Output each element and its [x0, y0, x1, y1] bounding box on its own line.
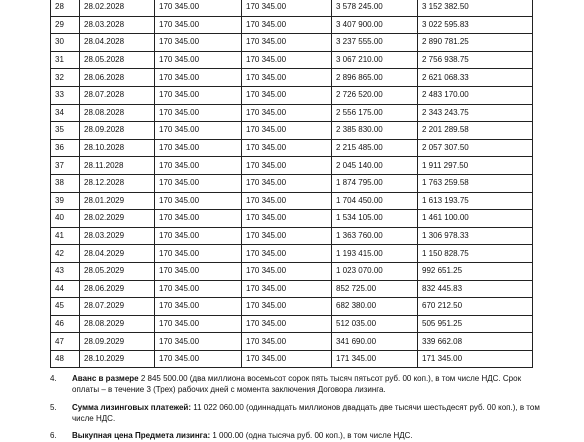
payment-amount-vat-cell: 170 345.00	[242, 104, 332, 122]
payment-number-cell: 38	[51, 174, 80, 192]
payment-amount-cell: 170 345.00	[155, 245, 242, 263]
note-body: 1 000.00 (одна тысяча руб. 00 коп.), в том числе НДС.	[210, 431, 413, 440]
payment-date-cell: 28.06.2029	[80, 280, 155, 298]
table-row	[51, 192, 533, 210]
note-heading: Выкупная цена Предмета лизинга:	[72, 431, 211, 440]
remaining-balance-cell: 3 067 210.00	[332, 51, 418, 69]
payment-date-cell: 28.12.2028	[80, 174, 155, 192]
remaining-balance-cell: 852 725.00	[332, 280, 418, 298]
payment-date-cell: 28.07.2028	[80, 86, 155, 104]
remaining-balance-cell: 1 023 070.00	[332, 262, 418, 280]
payment-amount-vat-cell: 170 345.00	[242, 51, 332, 69]
buyout-value-cell: 1 763 259.58	[418, 174, 533, 192]
payment-number-cell: 35	[51, 122, 80, 140]
table-row	[51, 174, 533, 192]
payment-date-cell: 28.11.2028	[80, 157, 155, 175]
payment-date-cell: 28.01.2029	[80, 192, 155, 210]
buyout-value-cell: 2 756 938.75	[418, 51, 533, 69]
payment-amount-cell: 170 345.00	[155, 280, 242, 298]
payment-amount-cell: 170 345.00	[155, 16, 242, 34]
buyout-value-cell: 670 212.50	[418, 298, 533, 316]
payment-amount-cell: 170 345.00	[155, 227, 242, 245]
payment-amount-cell: 170 345.00	[155, 315, 242, 333]
payment-number-cell: 42	[51, 245, 80, 263]
payment-number-cell: 44	[51, 280, 80, 298]
payment-number-cell: 43	[51, 262, 80, 280]
payment-schedule-body	[51, 0, 533, 368]
payment-amount-vat-cell: 170 345.00	[242, 280, 332, 298]
table-row	[51, 139, 533, 157]
payment-amount-vat-cell: 170 345.00	[242, 227, 332, 245]
payment-date-cell: 28.07.2029	[80, 298, 155, 316]
payment-date-cell: 28.04.2029	[80, 245, 155, 263]
remaining-balance-cell: 1 874 795.00	[332, 174, 418, 192]
remaining-balance-cell: 1 534 105.00	[332, 210, 418, 228]
table-row	[51, 210, 533, 228]
buyout-value-cell: 3 022 595.83	[418, 16, 533, 34]
payment-amount-cell: 170 345.00	[155, 69, 242, 87]
payment-number-cell: 36	[51, 139, 80, 157]
remaining-balance-cell: 2 556 175.00	[332, 104, 418, 122]
note-number: 4.	[50, 374, 57, 383]
buyout-value-cell: 1 306 978.33	[418, 227, 533, 245]
payment-amount-cell: 170 345.00	[155, 34, 242, 52]
payment-amount-cell: 170 345.00	[155, 122, 242, 140]
payment-date-cell: 28.09.2028	[80, 122, 155, 140]
payment-schedule-table	[50, 0, 533, 368]
table-row	[51, 157, 533, 175]
payment-date-cell: 28.04.2028	[80, 34, 155, 52]
note-heading: Аванс в размере	[72, 374, 139, 383]
payment-amount-cell: 170 345.00	[155, 104, 242, 122]
remaining-balance-cell: 2 385 830.00	[332, 122, 418, 140]
buyout-value-cell: 832 445.83	[418, 280, 533, 298]
payment-date-cell: 28.05.2028	[80, 51, 155, 69]
payment-date-cell: 28.02.2029	[80, 210, 155, 228]
payment-number-cell: 29	[51, 16, 80, 34]
payment-date-cell: 28.08.2029	[80, 315, 155, 333]
payment-amount-vat-cell: 170 345.00	[242, 192, 332, 210]
remaining-balance-cell: 341 690.00	[332, 333, 418, 351]
table-row	[51, 104, 533, 122]
table-row	[51, 262, 533, 280]
buyout-value-cell: 2 890 781.25	[418, 34, 533, 52]
table-row	[51, 315, 533, 333]
payment-amount-cell: 170 345.00	[155, 210, 242, 228]
buyout-value-cell: 1 911 297.50	[418, 157, 533, 175]
payment-amount-vat-cell: 170 345.00	[242, 245, 332, 263]
remaining-balance-cell: 2 045 140.00	[332, 157, 418, 175]
remaining-balance-cell: 2 896 865.00	[332, 69, 418, 87]
payment-number-cell: 40	[51, 210, 80, 228]
note-number: 5.	[50, 403, 57, 412]
payment-amount-vat-cell: 170 345.00	[242, 86, 332, 104]
note-number: 6.	[50, 431, 57, 440]
buyout-value-cell: 1 613 193.75	[418, 192, 533, 210]
payment-number-cell: 33	[51, 86, 80, 104]
note-text	[72, 431, 542, 442]
note-heading: Сумма лизинговых платежей:	[72, 403, 192, 412]
buyout-value-cell: 2 621 068.33	[418, 69, 533, 87]
remaining-balance-cell: 1 193 415.00	[332, 245, 418, 263]
payment-amount-vat-cell: 170 345.00	[242, 174, 332, 192]
table-row	[51, 122, 533, 140]
table-row	[51, 0, 533, 16]
table-row	[51, 280, 533, 298]
remaining-balance-cell: 682 380.00	[332, 298, 418, 316]
payment-date-cell: 28.10.2028	[80, 139, 155, 157]
remaining-balance-cell: 2 726 520.00	[332, 86, 418, 104]
note-text	[72, 403, 542, 424]
payment-amount-vat-cell: 170 345.00	[242, 210, 332, 228]
payment-amount-vat-cell: 170 345.00	[242, 34, 332, 52]
payment-amount-vat-cell: 170 345.00	[242, 315, 332, 333]
payment-amount-vat-cell: 170 345.00	[242, 262, 332, 280]
table-row	[51, 298, 533, 316]
buyout-value-cell: 1 461 100.00	[418, 210, 533, 228]
payment-amount-vat-cell: 170 345.00	[242, 350, 332, 368]
payment-amount-cell: 170 345.00	[155, 0, 242, 16]
payment-number-cell: 47	[51, 333, 80, 351]
table-row	[51, 227, 533, 245]
payment-amount-cell: 170 345.00	[155, 174, 242, 192]
remaining-balance-cell: 1 363 760.00	[332, 227, 418, 245]
remaining-balance-cell: 2 215 485.00	[332, 139, 418, 157]
payment-number-cell: 31	[51, 51, 80, 69]
remaining-balance-cell: 3 578 245.00	[332, 0, 418, 16]
buyout-value-cell: 2 483 170.00	[418, 86, 533, 104]
payment-amount-vat-cell: 170 345.00	[242, 298, 332, 316]
payment-number-cell: 46	[51, 315, 80, 333]
buyout-value-cell: 505 951.25	[418, 315, 533, 333]
buyout-value-cell: 992 651.25	[418, 262, 533, 280]
buyout-value-cell: 171 345.00	[418, 350, 533, 368]
payment-amount-vat-cell: 170 345.00	[242, 157, 332, 175]
remaining-balance-cell: 3 407 900.00	[332, 16, 418, 34]
remaining-balance-cell: 171 345.00	[332, 350, 418, 368]
buyout-value-cell: 3 152 382.50	[418, 0, 533, 16]
payment-amount-cell: 170 345.00	[155, 262, 242, 280]
payment-date-cell: 28.08.2028	[80, 104, 155, 122]
payment-number-cell: 48	[51, 350, 80, 368]
payment-amount-cell: 170 345.00	[155, 51, 242, 69]
buyout-value-cell: 2 201 289.58	[418, 122, 533, 140]
table-row	[51, 51, 533, 69]
payment-amount-cell: 170 345.00	[155, 333, 242, 351]
payment-amount-vat-cell: 170 345.00	[242, 333, 332, 351]
payment-amount-cell: 170 345.00	[155, 350, 242, 368]
payment-date-cell: 28.09.2029	[80, 333, 155, 351]
payment-amount-vat-cell: 170 345.00	[242, 16, 332, 34]
table-row	[51, 333, 533, 351]
payment-date-cell: 28.05.2029	[80, 262, 155, 280]
buyout-value-cell: 2 343 243.75	[418, 104, 533, 122]
payment-number-cell: 30	[51, 34, 80, 52]
table-row	[51, 245, 533, 263]
payment-date-cell: 28.03.2029	[80, 227, 155, 245]
payment-date-cell: 28.10.2029	[80, 350, 155, 368]
payment-number-cell: 39	[51, 192, 80, 210]
payment-number-cell: 45	[51, 298, 80, 316]
buyout-value-cell: 2 057 307.50	[418, 139, 533, 157]
payment-number-cell: 34	[51, 104, 80, 122]
buyout-value-cell: 1 150 828.75	[418, 245, 533, 263]
payment-number-cell: 41	[51, 227, 80, 245]
table-row	[51, 86, 533, 104]
payment-number-cell: 37	[51, 157, 80, 175]
buyout-value-cell: 339 662.08	[418, 333, 533, 351]
payment-number-cell: 28	[51, 0, 80, 16]
note-text	[72, 374, 542, 395]
payment-amount-cell: 170 345.00	[155, 298, 242, 316]
note-body: 2 845 500.00 (два миллиона восемьсот сорок пять тысяч пятьсот руб. 00 коп.), в том числе НДС. Срок оплаты – в течение 3 (Трех) рабочих дней с момента заключения Договора лизинга.	[72, 374, 522, 394]
payment-amount-cell: 170 345.00	[155, 86, 242, 104]
table-row	[51, 69, 533, 87]
payment-amount-vat-cell: 170 345.00	[242, 69, 332, 87]
payment-amount-vat-cell: 170 345.00	[242, 0, 332, 16]
payment-amount-cell: 170 345.00	[155, 157, 242, 175]
note-body: 11 022 060.00 (одиннадцать миллионов двадцать две тысячи шестьдесят руб. 00 коп.), в том числе НДС.	[72, 403, 540, 423]
table-row	[51, 34, 533, 52]
table-row	[51, 16, 533, 34]
payment-date-cell: 28.06.2028	[80, 69, 155, 87]
remaining-balance-cell: 1 704 450.00	[332, 192, 418, 210]
remaining-balance-cell: 3 237 555.00	[332, 34, 418, 52]
payment-date-cell: 28.02.2028	[80, 0, 155, 16]
payment-date-cell: 28.03.2028	[80, 16, 155, 34]
table-row	[51, 350, 533, 368]
payment-amount-vat-cell: 170 345.00	[242, 122, 332, 140]
remaining-balance-cell: 512 035.00	[332, 315, 418, 333]
payment-amount-vat-cell: 170 345.00	[242, 139, 332, 157]
payment-amount-cell: 170 345.00	[155, 139, 242, 157]
payment-number-cell: 32	[51, 69, 80, 87]
payment-amount-cell: 170 345.00	[155, 192, 242, 210]
